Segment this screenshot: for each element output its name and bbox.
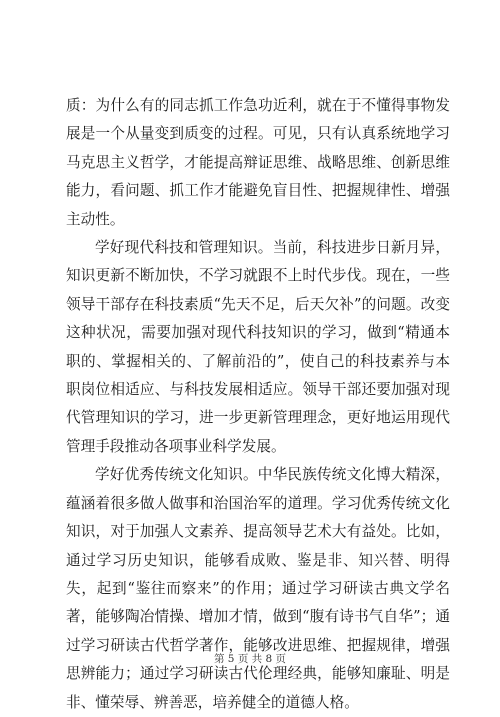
page-footer xyxy=(0,652,500,666)
paragraph-science-management: 学好现代科技和管理知识。当前，科技进步日新月异，知识更新不断加快，不学习就跟不上时代步伐。现在，一些领导干部存在科技素质“先天不足，后天欠补”的问题。改变这种状况，需要加强对现代科技知识的学习，做到“精通本职的、掌握相关的、了解前沿的”，使自己的科技素养与本职岗位相适应、与科技发展相适应。领导干部还要加强对现代管理知识的学习，进一步更新管理理念，更好地运用现代管理手段推动各项事业科学发展。 xyxy=(66,239,450,455)
paragraph-traditional-culture: 学好优秀传统文化知识。中华民族传统文化博大精深，蕴涵着很多做人做事和治国治军的道理。学习优秀传统文化知识，对于加强人文素养、提高领导艺术大有益处。比如，通过学习历史知识，能够看成败、鉴是非、知兴替、明得失，起到“鉴往而察来”的作用；通过学习研读古典文学名著，能够陶冶情操、增加才情，做到“腹有诗书气自华”；通过学习研读古代哲学著作，能够改进思维、把握规律，增强思辨能力；通过学习研读古代伦理经典，能够知廉耻、明是非、懂荣辱、辨善恶，培养健全的道德人格。 xyxy=(66,466,450,711)
page-number: 第 5 页 共 8 页 xyxy=(213,653,287,665)
document-body xyxy=(66,92,450,717)
paragraph-philosophy-continuation: 质：为什么有的同志抓工作急功近利，就在于不懂得事物发展是一个从量变到质变的过程。可见，只有认真系统地学习马克思主义哲学，才能提高辩证思维、战略思维、创新思维能力，看问题、抓工作才能避免盲目性、把握规律性、增强主动性。 xyxy=(66,97,450,228)
